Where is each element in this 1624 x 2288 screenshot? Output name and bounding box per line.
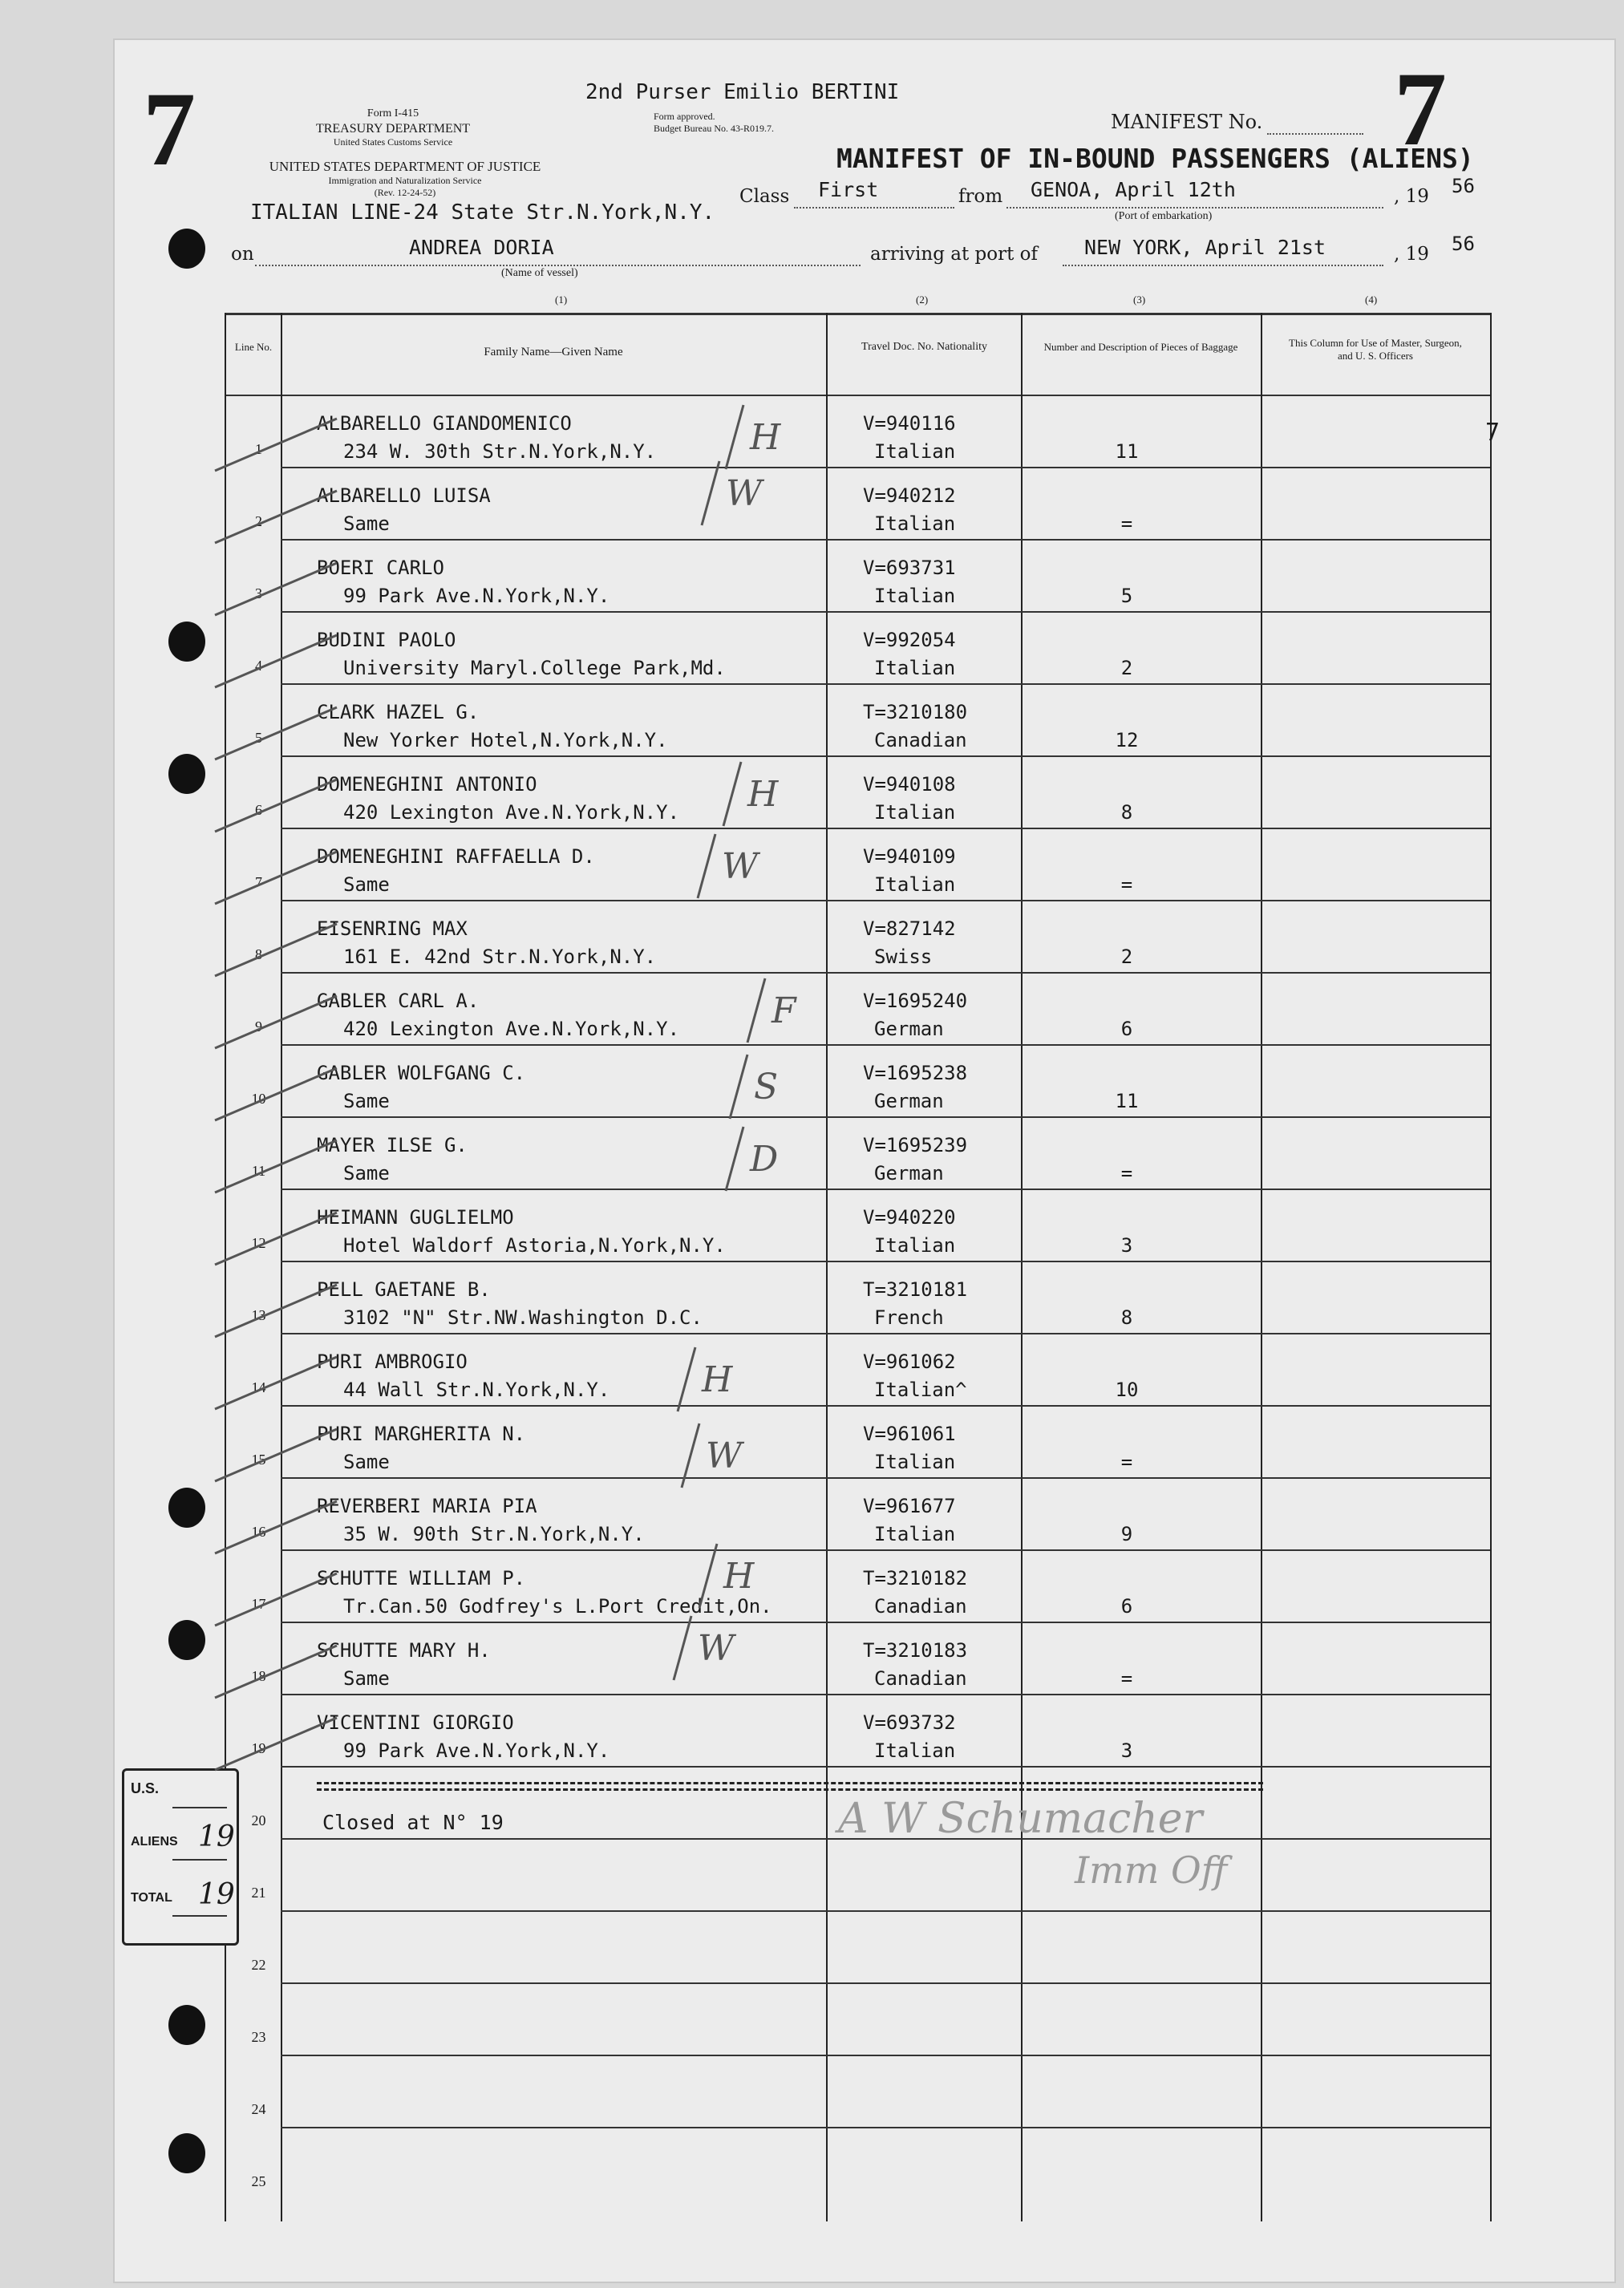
- nationality: Swiss: [874, 946, 933, 968]
- travel-doc-number: V=961061: [863, 1423, 956, 1445]
- ins-service: Immigration and Naturalization Service: [328, 175, 482, 187]
- class-label: Class: [739, 186, 790, 207]
- manifest-no-label: MANIFEST No.: [1111, 111, 1263, 133]
- passenger-address: Hotel Waldorf Astoria,N.York,N.Y.: [343, 1234, 726, 1257]
- travel-doc-number: V=940212: [863, 484, 956, 507]
- row-separator: [281, 1405, 1490, 1407]
- stamp-us-line: [172, 1807, 227, 1808]
- passenger-address: Tr.Can.50 Godfrey's L.Port Credit,On.: [343, 1595, 772, 1618]
- passenger-address: Same: [343, 1162, 390, 1184]
- passenger-address: 44 Wall Str.N.York,N.Y.: [343, 1379, 610, 1401]
- travel-doc-number: V=961677: [863, 1495, 956, 1517]
- line-number: 1: [255, 441, 262, 457]
- punch-hole: [168, 754, 205, 794]
- closing-double-line-top: [317, 1782, 1263, 1786]
- nationality: Canadian: [874, 729, 967, 751]
- passenger-address: Same: [343, 1667, 390, 1690]
- travel-doc-number: T=3210183: [863, 1639, 968, 1662]
- baggage-count: 9: [1120, 1523, 1133, 1545]
- row-separator: [281, 1694, 1490, 1695]
- passenger-name: REVERBERI MARIA PIA: [317, 1495, 537, 1517]
- empty-line-number: 20: [251, 1812, 266, 1828]
- travel-doc-number: V=961062: [863, 1351, 956, 1373]
- treasury-dept: TREASURY DEPARTMENT: [315, 121, 471, 136]
- passenger-address: Same: [343, 873, 390, 896]
- manifest-title: MANIFEST OF IN-BOUND PASSENGERS (ALIENS): [836, 143, 1474, 174]
- from-value: GENOA, April 12th: [1031, 178, 1236, 201]
- baggage-count: =: [1120, 1162, 1133, 1184]
- divider-line-no: [281, 313, 282, 2221]
- passenger-address: 234 W. 30th Str.N.York,N.Y.: [343, 440, 657, 463]
- travel-doc-number: T=3210182: [863, 1567, 968, 1589]
- approval-block: [654, 111, 774, 135]
- vessel-caption: (Name of vessel): [501, 267, 578, 279]
- nationality: Italian: [874, 873, 956, 896]
- row-separator: [281, 900, 1490, 901]
- nationality: Italian: [874, 585, 956, 607]
- passenger-name: VICENTINI GIORGIO: [317, 1711, 514, 1734]
- line-number: 14: [251, 1379, 266, 1395]
- header-travel-doc: Travel Doc. No. Nationality: [861, 341, 987, 353]
- from-line: [1006, 207, 1383, 209]
- travel-doc-number: V=1695240: [863, 990, 968, 1012]
- header-baggage: Number and Description of Pieces of Baggage: [1043, 341, 1238, 353]
- empty-line-number: 25: [251, 2173, 266, 2189]
- relationship-mark: H: [723, 1556, 755, 1597]
- nationality: Italian: [874, 657, 956, 679]
- row-separator: [281, 1044, 1490, 1046]
- passenger-address: 3102 "N" Str.NW.Washington D.C.: [343, 1306, 703, 1329]
- line-number: 19: [251, 1740, 266, 1756]
- empty-line-number: 21: [251, 1885, 266, 1901]
- arriving-line: [1063, 265, 1383, 266]
- page-number-left: 7: [143, 70, 196, 188]
- nationality: French: [874, 1306, 944, 1329]
- arriving-label: arriving at port of: [870, 244, 1038, 265]
- passenger-name: ALBARELLO GIANDOMENICO: [317, 412, 572, 435]
- divider-doc: [1021, 313, 1023, 2221]
- relationship-mark: F: [772, 990, 796, 1031]
- nationality: Italian: [874, 440, 956, 463]
- stamp-total-value: 19: [198, 1878, 235, 1911]
- vessel-name: ANDREA DORIA: [409, 236, 554, 259]
- treasury-block: [281, 107, 505, 148]
- baggage-count: 12: [1115, 729, 1139, 751]
- line-number: 9: [255, 1018, 262, 1035]
- form-number: Form I-415: [367, 107, 419, 119]
- passenger-address: 420 Lexington Ave.N.York,N.Y.: [343, 801, 680, 824]
- line-number: 3: [255, 585, 262, 601]
- row-separator: [281, 828, 1490, 829]
- travel-doc-number: V=940116: [863, 412, 956, 435]
- nationality: Canadian: [874, 1667, 967, 1690]
- line-number: 11: [251, 1163, 266, 1179]
- row-separator: [281, 2127, 1490, 2128]
- travel-doc-number: V=1695238: [863, 1062, 968, 1084]
- header-officers: This Column for Use of Master, Surgeon, and U. S. Officers: [1289, 337, 1462, 362]
- nationality: Canadian: [874, 1595, 967, 1618]
- line-number: 12: [251, 1235, 266, 1251]
- travel-doc-number: T=3210181: [863, 1278, 968, 1301]
- passenger-address: 420 Lexington Ave.N.York,N.Y.: [343, 1018, 680, 1040]
- baggage-count: 6: [1120, 1595, 1133, 1618]
- nationality: Italian: [874, 1234, 956, 1257]
- passenger-name: CLARK HAZEL G.: [317, 701, 480, 723]
- closed-at: Closed at N° 19: [322, 1811, 504, 1834]
- line-number: 15: [251, 1452, 266, 1468]
- travel-doc-number: V=940108: [863, 773, 956, 796]
- relationship-mark: H: [750, 417, 781, 458]
- punch-hole: [168, 2133, 205, 2173]
- divider-baggage: [1261, 313, 1262, 2221]
- row-separator: [281, 467, 1490, 468]
- baggage-count: 2: [1120, 657, 1133, 679]
- line-number: 13: [251, 1307, 266, 1323]
- passenger-name: GABLER CARL A.: [317, 990, 480, 1012]
- baggage-count: 11: [1115, 440, 1139, 463]
- baggage-count: 5: [1120, 585, 1133, 607]
- row-separator: [281, 1549, 1490, 1551]
- closing-double-line-bottom: [317, 1788, 1263, 1792]
- divider-name: [826, 313, 828, 2221]
- stamp-us-label: U.S.: [131, 1780, 160, 1796]
- arriving-value: NEW YORK, April 21st: [1084, 236, 1326, 259]
- baggage-count: =: [1120, 873, 1133, 896]
- passenger-name: SCHUTTE MARY H.: [317, 1639, 491, 1662]
- nationality: Italian: [874, 801, 956, 824]
- punch-hole: [168, 1488, 205, 1528]
- revision: (Rev. 12-24-52): [374, 186, 436, 198]
- passenger-name: BOERI CARLO: [317, 557, 444, 579]
- baggage-count: 11: [1115, 1090, 1139, 1112]
- row-separator: [281, 683, 1490, 685]
- baggage-count: 8: [1120, 1306, 1133, 1329]
- officer-title: Imm Off: [1075, 1849, 1228, 1892]
- passenger-name: PELL GAETANE B.: [317, 1278, 491, 1301]
- baggage-count: =: [1120, 1451, 1133, 1473]
- row-separator: [281, 755, 1490, 757]
- passenger-name: SCHUTTE WILLIAM P.: [317, 1567, 526, 1589]
- passenger-address: 161 E. 42nd Str.N.York,N.Y.: [343, 946, 657, 968]
- justice-dept: UNITED STATES DEPARTMENT OF JUSTICE: [269, 159, 541, 174]
- stamp-total-label: TOTAL: [131, 1891, 172, 1905]
- col-num-3: (3): [1133, 294, 1146, 306]
- table-right-border: [1490, 313, 1492, 2221]
- year-1: 56: [1452, 175, 1475, 197]
- travel-doc-number: V=992054: [863, 629, 956, 651]
- line-number: 16: [251, 1524, 266, 1540]
- table-top-border: [225, 313, 1492, 315]
- class-line: [794, 207, 954, 209]
- travel-doc-number: V=827142: [863, 917, 956, 940]
- col-num-1: (1): [555, 294, 568, 306]
- manifest-page: [115, 40, 1614, 2282]
- punch-hole: [168, 1620, 205, 1660]
- budget-bureau: Budget Bureau No. 43-R019.7.: [654, 123, 774, 134]
- year-prefix-2: , 19: [1394, 244, 1429, 265]
- row-separator: [281, 539, 1490, 541]
- line-number: 8: [255, 946, 262, 962]
- passenger-name: DOMENEGHINI RAFFAELLA D.: [317, 845, 595, 868]
- punch-hole: [168, 2005, 205, 2045]
- relationship-mark: W: [726, 473, 763, 514]
- passenger-name: MAYER ILSE G.: [317, 1134, 468, 1156]
- baggage-count: 8: [1120, 801, 1133, 824]
- travel-doc-number: V=940220: [863, 1206, 956, 1229]
- row-separator: [281, 2055, 1490, 2056]
- relationship-mark: D: [750, 1139, 779, 1180]
- nationality: Italian^: [874, 1379, 967, 1401]
- class-value: First: [818, 178, 879, 201]
- nationality: German: [874, 1090, 944, 1112]
- passenger-address: Same: [343, 1451, 390, 1473]
- empty-line-number: 24: [251, 2101, 266, 2117]
- travel-doc-number: V=1695239: [863, 1134, 968, 1156]
- punch-hole: [168, 622, 205, 662]
- passenger-name: GABLER WOLFGANG C.: [317, 1062, 526, 1084]
- baggage-count: 3: [1120, 1234, 1133, 1257]
- table-header-border: [225, 395, 1492, 396]
- passenger-address: Same: [343, 1090, 390, 1112]
- line-number: 10: [251, 1091, 266, 1107]
- passenger-name: PURI AMBROGIO: [317, 1351, 468, 1373]
- line-number: 6: [255, 802, 262, 818]
- passenger-name: DOMENEGHINI ANTONIO: [317, 773, 537, 796]
- passenger-address: New Yorker Hotel,N.York,N.Y.: [343, 729, 668, 751]
- year-prefix-1: , 19: [1394, 186, 1429, 207]
- passenger-address: 99 Park Ave.N.York,N.Y.: [343, 1739, 610, 1762]
- on-label: on: [231, 244, 254, 265]
- empty-line-number: 23: [251, 2029, 266, 2045]
- officer-signature: A W Schumacher: [838, 1795, 1203, 1843]
- nationality: Italian: [874, 1451, 956, 1473]
- justice-block: [217, 159, 593, 198]
- row-separator: [281, 1116, 1490, 1118]
- relationship-mark: H: [702, 1359, 733, 1400]
- line-number: 18: [251, 1668, 266, 1684]
- passenger-address: University Maryl.College Park,Md.: [343, 657, 726, 679]
- nationality: Italian: [874, 512, 956, 535]
- travel-doc-number: V=693731: [863, 557, 956, 579]
- form-approved: Form approved.: [654, 111, 715, 122]
- relationship-mark: W: [722, 846, 759, 887]
- col-num-4: (4): [1365, 294, 1378, 306]
- travel-doc-number: T=3210180: [863, 701, 968, 723]
- header-line-no: Line No.: [234, 341, 273, 353]
- baggage-count: =: [1120, 512, 1133, 535]
- year-2: 56: [1452, 233, 1475, 255]
- from-label: from: [958, 186, 1003, 207]
- baggage-count: 6: [1120, 1018, 1133, 1040]
- customs-service: United States Customs Service: [333, 136, 453, 148]
- passenger-address: 99 Park Ave.N.York,N.Y.: [343, 585, 610, 607]
- line-number: 2: [255, 513, 262, 529]
- passenger-address: Same: [343, 512, 390, 535]
- line-number: 17: [251, 1596, 266, 1612]
- purser-line: 2nd Purser Emilio BERTINI: [585, 80, 900, 104]
- relationship-mark: S: [754, 1067, 779, 1108]
- travel-doc-number: V=693732: [863, 1711, 956, 1734]
- row-separator: [281, 1477, 1490, 1479]
- baggage-count: 3: [1120, 1739, 1133, 1762]
- baggage-count: 2: [1120, 946, 1133, 968]
- stamp-total-line: [172, 1915, 227, 1917]
- nationality: Italian: [874, 1739, 956, 1762]
- baggage-count: 10: [1115, 1379, 1139, 1401]
- vessel-line: [255, 265, 861, 266]
- stamp-aliens-line: [172, 1859, 227, 1861]
- line-number: 7: [255, 874, 262, 890]
- line-company: ITALIAN LINE-24 State Str.N.York,N.Y.: [250, 200, 715, 225]
- count-stamp: [122, 1768, 239, 1946]
- punch-hole: [168, 229, 205, 269]
- port-embarkation-caption: (Port of embarkation): [1115, 210, 1213, 222]
- line-number: 5: [255, 730, 262, 746]
- line-number: 4: [255, 658, 262, 674]
- baggage-count: =: [1120, 1667, 1133, 1690]
- row-separator: [281, 1333, 1490, 1334]
- passenger-address: 35 W. 90th Str.N.York,N.Y.: [343, 1523, 645, 1545]
- col-num-2: (2): [916, 294, 929, 306]
- passenger-name: EISENRING MAX: [317, 917, 468, 940]
- row-separator: [281, 1982, 1490, 1984]
- passenger-name: ALBARELLO LUISA: [317, 484, 491, 507]
- passenger-name: PURI MARGHERITA N.: [317, 1423, 526, 1445]
- passenger-name: BUDINI PAOLO: [317, 629, 456, 651]
- row-separator: [281, 611, 1490, 613]
- row-separator: [281, 1189, 1490, 1190]
- empty-line-number: 22: [251, 1957, 266, 1973]
- nationality: German: [874, 1162, 944, 1184]
- row-separator: [281, 1261, 1490, 1262]
- header-family-name: Family Name—Given Name: [484, 346, 623, 358]
- row-separator: [281, 1622, 1490, 1623]
- stamp-aliens-label: ALIENS: [131, 1835, 178, 1849]
- page-number-right: 7: [1394, 50, 1447, 168]
- officer-note-row1: 7: [1485, 419, 1500, 447]
- relationship-mark: W: [698, 1628, 735, 1669]
- manifest-no-line: [1267, 133, 1363, 135]
- nationality: German: [874, 1018, 944, 1040]
- row-separator: [281, 1910, 1490, 1912]
- nationality: Italian: [874, 1523, 956, 1545]
- row-separator: [281, 972, 1490, 974]
- passenger-name: HEIMANN GUGLIELMO: [317, 1206, 514, 1229]
- relationship-mark: W: [706, 1436, 743, 1476]
- stamp-aliens-value: 19: [198, 1820, 235, 1853]
- row-separator: [281, 1766, 1490, 1768]
- relationship-mark: H: [747, 774, 779, 815]
- travel-doc-number: V=940109: [863, 845, 956, 868]
